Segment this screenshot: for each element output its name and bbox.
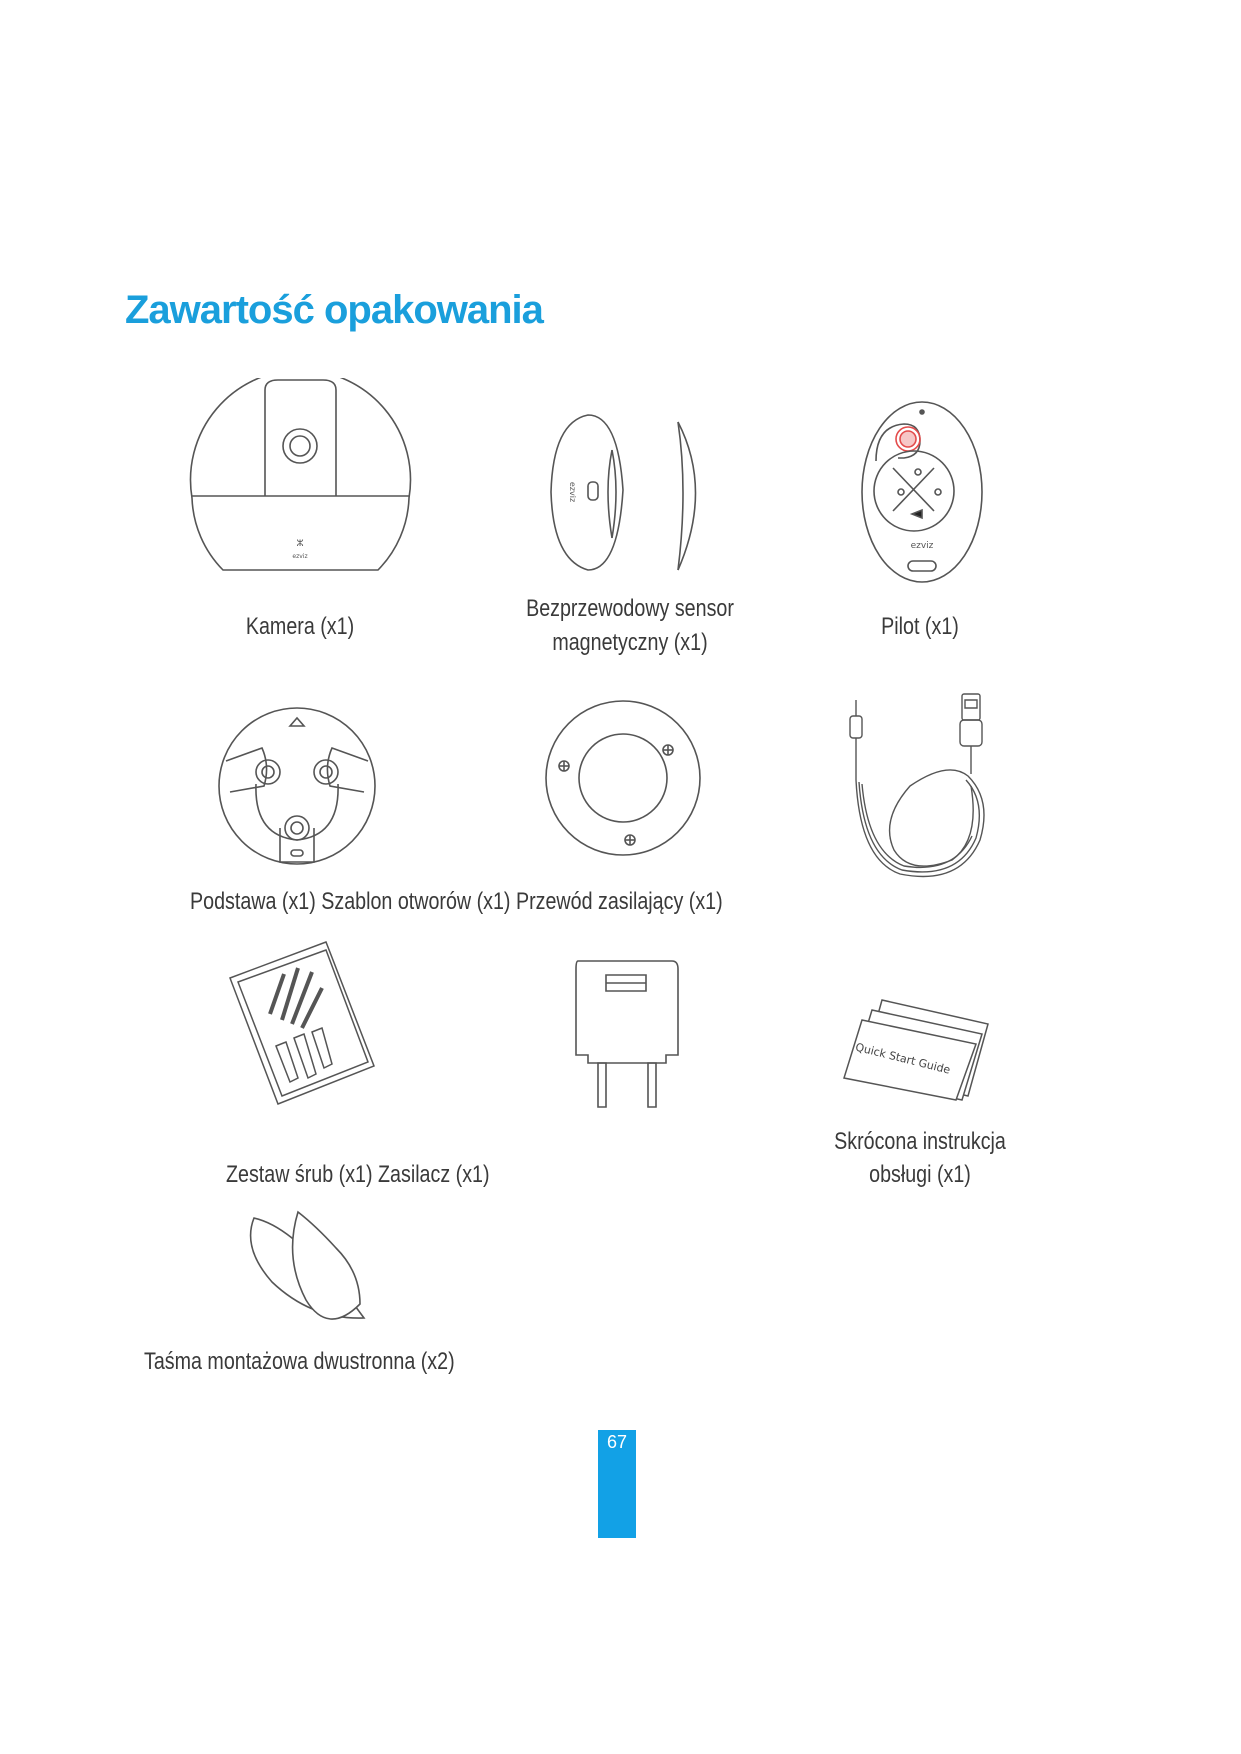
tape-caption: Taśma montażowa dwustronna (x2): [144, 1348, 455, 1375]
row2-caption: Podstawa (x1) Szablon otworów (x1) Przewód zasilający (x1): [190, 888, 723, 915]
svg-text:ezviz: ezviz: [568, 481, 577, 503]
camera-caption: Kamera (x1): [245, 613, 355, 640]
guide-caption-line1: Skrócona instrukcja: [834, 1128, 1006, 1155]
power-adapter-icon: [572, 955, 682, 1110]
page-title: Zawartość opakowania: [125, 288, 543, 332]
svg-text:ezviz: ezviz: [910, 541, 934, 551]
power-cable-icon: [840, 690, 1000, 886]
double-sided-tape-icon: [232, 1208, 374, 1338]
camera-icon: [188, 378, 413, 590]
magnetic-sensor-icon: [548, 410, 718, 580]
sensor-caption-line2: magnetyczny (x1): [552, 629, 708, 656]
page-number: 67: [606, 1432, 628, 1452]
guide-caption-line2: obsługi (x1): [869, 1161, 971, 1188]
base-mount-icon: [214, 706, 380, 868]
quick-start-guide-icon: [842, 996, 992, 1102]
svg-text:Quick Start Guide: Quick Start Guide: [854, 1040, 952, 1077]
screw-kit-icon: [226, 938, 376, 1106]
svg-text:ezviz: ezviz: [292, 553, 308, 560]
page-number-bar: [598, 1430, 636, 1538]
remote-caption: Pilot (x1): [881, 613, 959, 640]
svg-text:ⵣ: ⵣ: [296, 539, 304, 549]
drill-template-icon: [544, 698, 702, 858]
sensor-caption-line1: Bezprzewodowy sensor: [526, 595, 734, 622]
remote-control-icon: [858, 396, 986, 588]
row3-caption: Zestaw śrub (x1) Zasilacz (x1): [226, 1161, 490, 1188]
